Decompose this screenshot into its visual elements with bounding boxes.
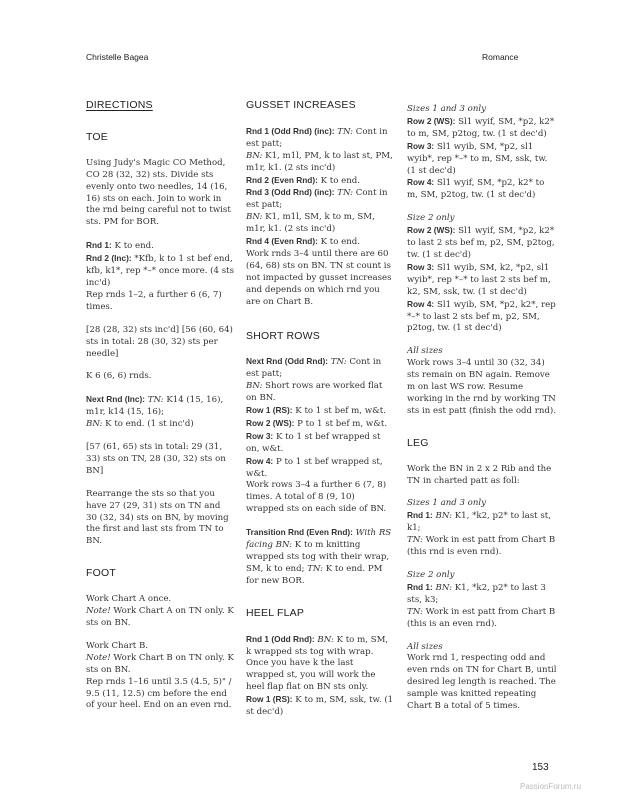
rnd-text: K to m, SM, k wrapped sts tog with wrap. Once you have k the last wrapped st, you will work the heel flap flat on BN sts only. xyxy=(246,634,389,693)
rnd-label: Next Rnd (Inc): xyxy=(86,394,145,405)
watermark: PassionForum.ru xyxy=(520,782,581,791)
needle-label: BN: xyxy=(435,511,452,522)
needle-label: TN: xyxy=(307,563,324,574)
row-label: Row 3: xyxy=(407,261,435,272)
rnd-label: Rnd 1: xyxy=(407,510,433,521)
rnd-text: K to end. xyxy=(320,175,361,186)
sizes-1-3-label: Sizes 1 and 3 only xyxy=(407,498,486,509)
toe-heading: TOE xyxy=(86,130,108,143)
chart-a-text: Work Chart A once. xyxy=(86,594,172,605)
foot-heading: FOOT xyxy=(86,567,116,580)
row-label: Row 4: xyxy=(246,455,274,466)
rnd-label: Rnd 2 (Inc): xyxy=(86,253,132,264)
all-sizes-label: All sizes xyxy=(407,346,443,357)
row-text: Sl1 wyib, SM, *p2, k2*, rep *–* to last 2 sts bef m, p2, SM, p2tog, tw. (1 st dec'd) xyxy=(407,299,556,334)
rnd-text: K to end. xyxy=(114,241,154,252)
author-name: Christelle Bagea xyxy=(86,52,149,62)
toe-intro: Using Judy's Magic CO Method, CO 28 (32, 32) sts. Divide sts evenly onto two needles, 14 (16, 16) sts on each. Join to work in the rnd being careful not to twist sts. PM for BOR. xyxy=(86,157,231,228)
rnd-label: Rnd 1 (Odd Rnd) (inc): xyxy=(246,125,335,136)
rnd-text: Cont in est patt; xyxy=(246,357,382,380)
rep-rnds: Rep rnds 1–2, a further 6 (6, 7) times. xyxy=(86,289,222,312)
note-text: Work Chart B on TN only. K sts on BN. xyxy=(86,652,234,675)
column-3 xyxy=(407,104,557,724)
note-label: Note! xyxy=(86,652,111,663)
needle-label: TN: xyxy=(407,606,423,617)
rnd-label: Transition Rnd (Even Rnd): xyxy=(246,527,353,538)
row-label: Row 2 (WS): xyxy=(407,225,456,236)
gusset-work: Work rnds 3–4 until there are 60 (64, 68) sts on BN. TN st count is not impacted by gusset increases and depends on which rnd you are on Chart B. xyxy=(246,248,392,307)
rnd-text: K1, m1l, SM, k to m, SM, m1r, k1. (2 sts inc'd) xyxy=(246,212,375,235)
needle-label: BN: xyxy=(435,582,452,593)
rnd-label: Rnd 1: xyxy=(86,240,112,251)
needle-label: BN: xyxy=(246,212,263,223)
leg-all-work: Work rnd 1, respecting odd and even rnds on TN for Chart B, until desired leg length is reached. The sample was knitted repeating Chart B a total of 5 times. xyxy=(407,653,557,712)
rnd-text: K1, *k2, p2* to last st, k1; xyxy=(407,511,551,534)
rnd-text: *Kfb, k to 1 st bef end, kfb, k1*, rep *–* once more. (4 sts inc'd) xyxy=(86,254,234,288)
row-text: Sl1 wyib, SM, k2, *p2, sl1 wyib*, rep *–* to last 2 sts bef m, k2, SM, ssk, tw. (1 st dec'd) xyxy=(407,262,551,297)
chart-b-text: Work Chart B. xyxy=(86,640,149,651)
row-text: Sl1 wyib, SM, *p2, sl1 wyib*, rep *–* to m, SM, ssk, tw. (1 st dec'd) xyxy=(407,141,548,176)
row-label: Row 4: xyxy=(407,298,435,309)
rnd-label: Rnd 3 (Odd Rnd) (inc): xyxy=(246,187,335,198)
leg-intro: Work the BN in 2 x 2 Rib and the TN in charted patt as foll: xyxy=(407,463,552,486)
row-text: K to m, SM, ssk, tw. (1 st dec'd) xyxy=(246,695,394,718)
row-text: K to 1 st bef m, w&t. xyxy=(295,406,386,417)
row-text: P to 1 st bef wrapped st, w&t. xyxy=(246,456,383,479)
row-text: Sl1 wyif, SM, *p2, k2* to m, SM, p2tog, tw. (1 st dec'd) xyxy=(407,178,545,201)
rnd-label: Next Rnd (Odd Rnd): xyxy=(246,356,329,367)
rnd-label: Rnd 2 (Even Rnd): xyxy=(246,174,318,185)
needle-label: TN: xyxy=(147,395,164,406)
gusset-heading: GUSSET INCREASES xyxy=(246,99,356,111)
rnd-text: K to end. PM for new BOR. xyxy=(246,563,383,586)
needle-label: TN: xyxy=(330,357,347,368)
sizes-1-3-label: Sizes 1 and 3 only xyxy=(407,104,486,114)
sts-total-2: [57 (61, 65) sts in total: 29 (31, 33) sts on TN, 28 (30, 32) sts on BN] xyxy=(86,442,226,476)
page-number: 153 xyxy=(532,762,549,773)
needle-label: BN: xyxy=(86,419,103,430)
size-2-label: Size 2 only xyxy=(407,570,455,580)
heel-flap-heading: HEEL FLAP xyxy=(246,606,305,619)
row-label: Row 3: xyxy=(246,430,274,441)
rnd-text: K1, m1l, PM, k to last st, PM, m1r, k1. (2 sts inc'd) xyxy=(246,150,393,173)
rnd-label: Rnd 1: xyxy=(407,581,433,592)
row-label: Row 2 (WS): xyxy=(246,417,295,428)
rnd-note: With RS facing BN: xyxy=(246,528,392,551)
rnd-text: Short rows are worked flat on BN. xyxy=(246,381,383,404)
column-1 xyxy=(86,100,234,723)
row-label: Row 1 (RS): xyxy=(246,405,293,416)
rep-1-16: Rep rnds 1–16 until 3.5 (4.5, 5)" / 9.5 (11, 12.5) cm before the end of your heel. End on an even rnd. xyxy=(86,676,232,711)
all-sizes-label: All sizes xyxy=(407,641,443,652)
row-label: Row 1 (RS): xyxy=(246,694,293,705)
needle-label: BN: xyxy=(317,634,334,645)
rnd-text: Work in est patt from Chart B (this rnd is even rnd). xyxy=(407,535,556,558)
toe-rnd-2 xyxy=(86,253,234,290)
row-text: P to 1 st bef m, w&t. xyxy=(297,418,388,429)
rnd-text: K to m knitting wrapped sts tog with their wrap, SM, k to end; xyxy=(246,540,390,574)
row-label: Row 4: xyxy=(407,177,435,188)
rnd-text: K to end. (1 st inc'd) xyxy=(105,419,194,430)
needle-label: TN: xyxy=(337,126,354,137)
needle-label: TN: xyxy=(407,535,423,546)
row-text: Sl1 wyif, SM, *p2, k2* to m, SM, p2tog, tw. (1 st dec'd) xyxy=(407,116,555,139)
row-text: K to 1 st bef wrapped st on, w&t. xyxy=(246,431,381,454)
section-name: Romance xyxy=(482,52,519,62)
row-label: Row 2 (WS): xyxy=(407,115,456,126)
rnd-label: Rnd 4 (Even Rnd): xyxy=(246,236,318,247)
needle-label: TN: xyxy=(337,188,354,199)
note-label: Note! xyxy=(86,606,111,617)
all-sizes-work: Work rows 3–4 until 30 (32, 34) sts remain on BN again. Remove m on last WS row. Resume working in the rnd by working TN sts in est patt (finish the odd rnd). xyxy=(407,358,556,416)
directions-heading: DIRECTIONS xyxy=(86,99,153,111)
row-text: Sl1 wyif, SM, *p2, k2* to last 2 sts bef m, p2, SM, p2tog, tw. (1 st dec'd) xyxy=(407,226,555,260)
column-2 xyxy=(246,100,394,719)
rearrange-text: Rearrange the sts so that you have 27 (29, 31) sts on TN and 30 (32, 34) sts on BN, by moving the first and last sts from TN to BN. xyxy=(86,488,229,547)
short-rows-work: Work rows 3–4 a further 6 (7, 8) times. A total of 8 (9, 10) wrapped sts on each side of BN. xyxy=(246,480,387,515)
needle-label: BN: xyxy=(246,381,263,392)
size-2-label: Size 2 only xyxy=(407,213,455,224)
toe-rnd-1 xyxy=(86,240,234,253)
k-rnds: K 6 (6, 6) rnds. xyxy=(86,371,152,382)
rnd-text: K1, *k2, p2* to last 3 sts, k3; xyxy=(407,582,546,605)
rnd-text: K14 (15, 16), m1r, k14 (15, 16); xyxy=(86,395,224,418)
short-rows-heading: SHORT ROWS xyxy=(246,329,320,342)
row-label: Row 3: xyxy=(407,140,435,151)
sts-total: [28 (28, 32) sts inc'd] [56 (60, 64) sts in total: 28 (30, 32) sts per needle] xyxy=(86,324,233,359)
next-rnd xyxy=(86,394,234,419)
leg-heading: LEG xyxy=(407,436,429,449)
needle-label: BN: xyxy=(246,150,263,161)
note-text: Work Chart A on TN only. K sts on BN. xyxy=(86,606,234,628)
rnd-text: Cont in est patt; xyxy=(246,188,388,211)
rnd-text: K to end. xyxy=(320,237,361,248)
rnd-text: Work in est patt from Chart B (this is an even rnd). xyxy=(407,606,556,629)
rnd-label: Rnd 1 (Odd Rnd): xyxy=(246,633,315,644)
rnd-text: Cont in est patt; xyxy=(246,126,388,149)
